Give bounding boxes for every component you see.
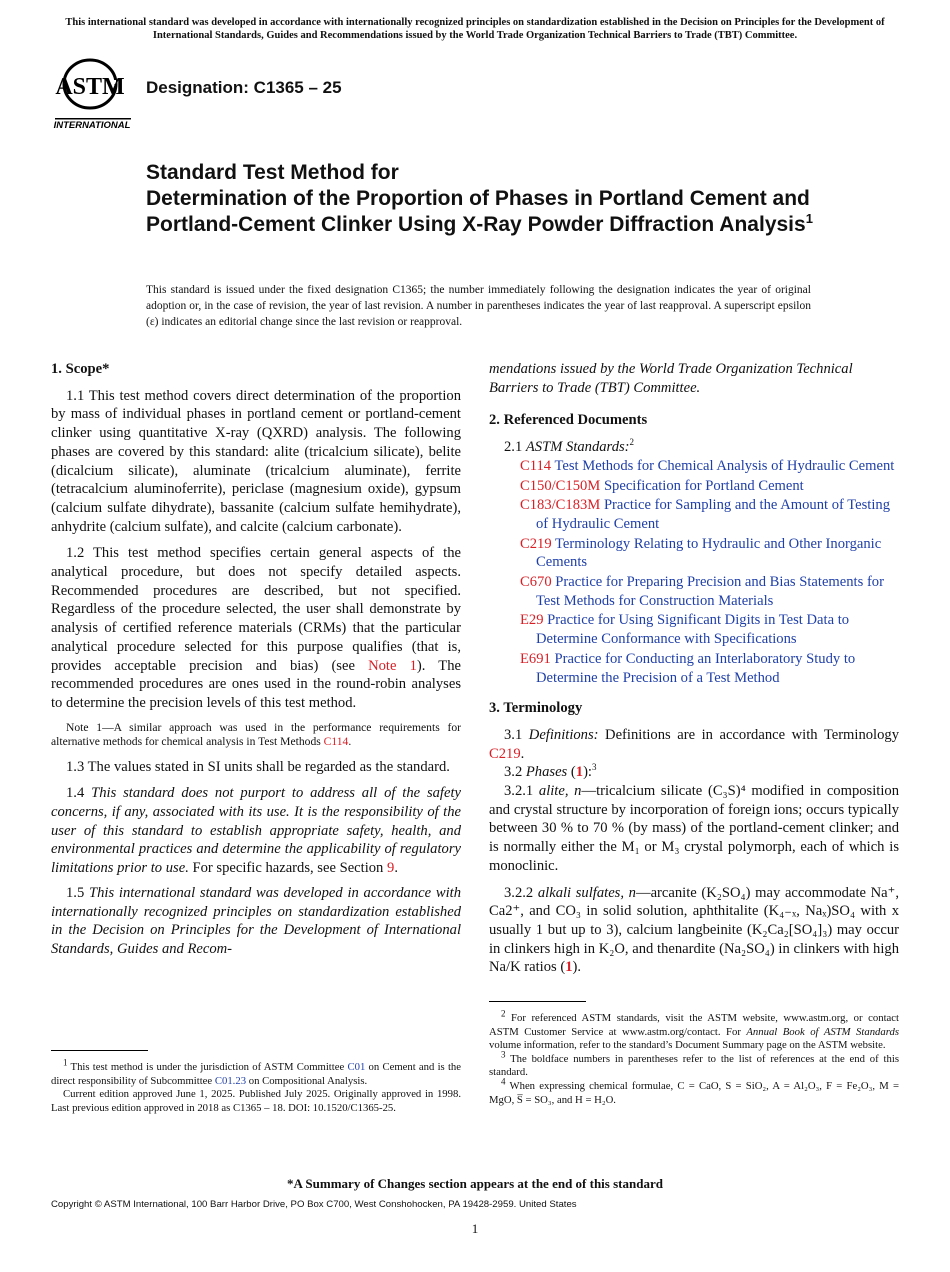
para-3-2: 3.2 Phases (1):$^3$ [504,762,597,781]
designation: Designation: C1365 – 25 [146,78,342,97]
para-1-1: 1.1 This test method covers direct determination of the proportion by mass of individual phases in portland cement or portland-cement clinker using quantitative X-ray (QXRD) analysis. The following phases are covered by this standard: alite (tricalcium silicate), belite (dicalcium silicate), aluminate (tricalcium aluminate), ferrite (tetracalcium aluminoferrite), periclase (magnesium oxide), gypsum (calcium sulfate dihydrate), bassanite (calcium sulfate hemihydrate), anhydrite (calcium sulfate), and calcite (calcium carbonate). [51,387,461,535]
footnote-1: $^1$ This test method is under the jurisdiction of ASTM Committee C01 on Cement and is the direct responsibility of Subcommittee C01.23 on Compositional Analysis. [51,1057,461,1087]
ref-item[interactable]: C114 Test Methods for Chemical Analysis of Hydraulic Cement [520,457,895,474]
astm-logo [52,56,134,132]
ref-item[interactable]: C183/C183M Practice for Sampling and the Amount of Testing of Hydraulic Cement [520,497,891,532]
c219-link[interactable]: C219 [489,745,521,762]
para-1-5: 1.5 This international standard was developed in accordance with internationally recognized principles on standardization established in the Decision on Principles for the Development of International Standards, Guides and Recom- [51,884,462,957]
c01-link[interactable]: C01 [347,1061,366,1073]
footnotes-left [51,1057,461,1115]
para-3-2-2: 3.2.2 alkali sulfates, n—arcanite (K₂SO₄) may accommodate Na⁺, Ca2⁺, and CO₃ in solid solution, aphthitalite (K₄₋ₓ, Naₓ)SO₄ with x usually 1 but up to 3), calcium langbeinite (K₂Ca₂[SO₄]₃) may occur in clinkers high in K₂O, and thenardite (Na₂SO₄) in clinkers with high Na/K ratios (1). [489,884,900,976]
ref-item[interactable]: C670 Practice for Preparing Precision and Bias Statements for Test Methods for Construction Materials [520,574,884,609]
left-column [51,360,461,959]
footnote-2: $^2$ For referenced ASTM standards, visit the ASTM website, www.astm.org, or contact ASTM Customer Service at www.astm.org/contact. For Annual Book of ASTM Standards volume information, refer to the standard’s Document Summary page on the ASTM website. [489,1008,900,1052]
para-1-4: 1.4 This standard does not purport to address all of the safety concerns, if any, associated with its use. It is the responsibility of the user of this standard to establish appropriate safety, health, and environmental practices and determine the applicability of regulatory limitations prior to use. For specific hazards, see Section 9. [51,785,461,877]
summary-of-changes-note: *A Summary of Changes section appears at the end of this standard [287,1176,663,1191]
para-1-2: 1.2 This test method specifies certain general aspects of the analytical procedure, but does not specify detailed aspects. Recommended procedures are described, but not specified. Regardless of the procedure selected, the user shall demonstrate by analysis of certified reference materials (CRMs) that the particular analytical procedure selected for this purpose qualifies (that is, provides acceptable precision and bias) (see Note 1). The recommended procedures are ones used in the round-robin analyses to determine the precision levels of this test method. [51,545,461,711]
ref-item[interactable]: E691 Practice for Conducting an Interlaboratory Study to Determine the Precision of a Test Method [520,650,856,686]
note-1: Note 1—A similar approach was used in the performance requirements for alternative methods for chemical analysis in Test Methods C114. [51,720,461,749]
document-title [146,160,846,238]
para-1-5-continued: mendations issued by the World Trade Organization Technical Barriers to Trade (TBT) Committee. [489,361,853,396]
footnote-divider-right [489,1001,586,1002]
para-3-1: 3.1 Definitions: Definitions are in accordance with Terminology C219. [489,726,900,762]
reference-1-link[interactable]: 1 [575,764,584,781]
right-column [489,360,899,977]
copyright: Copyright © ASTM International, 100 Barr Harbor Drive, PO Box C700, West Conshohocken, PA 19428-2959. United States [51,1199,577,1210]
c01-23-link[interactable]: C01.23 [214,1074,247,1087]
logo-subtext: INTERNATIONAL [53,120,131,131]
reference-1-link[interactable]: 1 [565,959,573,976]
ref-item[interactable]: E29 Practice for Using Significant Digits in Test Data to Determine Conformance with Specifications [520,612,850,648]
para-3-2-1: 3.2.1 alite, n—tricalcium silicate (C₃S)⁴ modified in composition and crystal structure by incorporation of foreign ions; occurs typically between 30 % to 70 % (by mass) of the portland-cement clinker; and is normally either the M₁ or M₃ crystal polymorph, each of which is monoclinic. [489,783,899,874]
issued-note: This standard is issued under the fixed designation C1365; the number immediately following the designation indicates the year of original adoption or, in the case of revision, the year of last revision. A number in parentheses indicates the year of last reapproval. A superscript epsilon (ε) indicates an editorial change since the last revision or reapproval. [146,284,811,328]
page-number: 1 [471,1221,479,1236]
note-1-link[interactable]: Note 1 [368,657,417,674]
c114-link[interactable]: C114 [323,735,349,749]
ref-item[interactable]: C150/C150M Specification for Portland Cement [520,477,804,494]
title-line-1: Standard Test Method for [146,161,399,184]
para-1-3: 1.3 The values stated in SI units shall be regarded as the standard. [66,758,450,775]
footnote-divider-left [51,1050,148,1051]
referenced-list [489,457,899,687]
logo-text: ASTM [55,74,125,100]
top-notice: This international standard was developed in accordance with internationally recognized principles on standardization established in the Decision on Principles for the Development of International Standards, Guides and Recommendations issued by the World Trade Organization Technical Barriers to Trade (TBT) Committee. [65,17,885,41]
footnote-4: $^4$ When expressing chemical formulae, C = CaO, S = SiO₂, A = Al₂O₃, F = Fe₂O₃, M = MgO, S̅ = SO₃, and H = H₂O. [489,1076,899,1106]
astm-standards-subheading: 2.1 ASTM Standards:$^2$ [504,437,635,456]
footnote-1-edition: Current edition approved June 1, 2025. Published July 2025. Originally approved in 1998. Last previous edition approved in 2018 as C1365 – 18. DOI: 10.1520/C1365-25. [51,1088,461,1114]
title-main: Determination of the Proportion of Phases in Portland Cement and Portland-Cement Clinker Using X-Ray Powder Diffraction Analysis [146,187,810,236]
section-referenced-heading: 2. Referenced Documents [489,412,648,429]
section-terminology-heading: 3. Terminology [489,700,583,717]
section-9-link[interactable]: 9 [387,860,395,877]
title-footnote-mark: 1 [805,211,813,226]
footnotes-right [489,1008,900,1107]
ref-item[interactable]: C219 Terminology Relating to Hydraulic and Other Inorganic Cements [520,535,882,571]
section-scope-heading: 1. Scope* [51,361,110,377]
footnote-3: $^3$ The boldface numbers in parentheses refer to the list of references at the end of this standard. [489,1049,899,1079]
